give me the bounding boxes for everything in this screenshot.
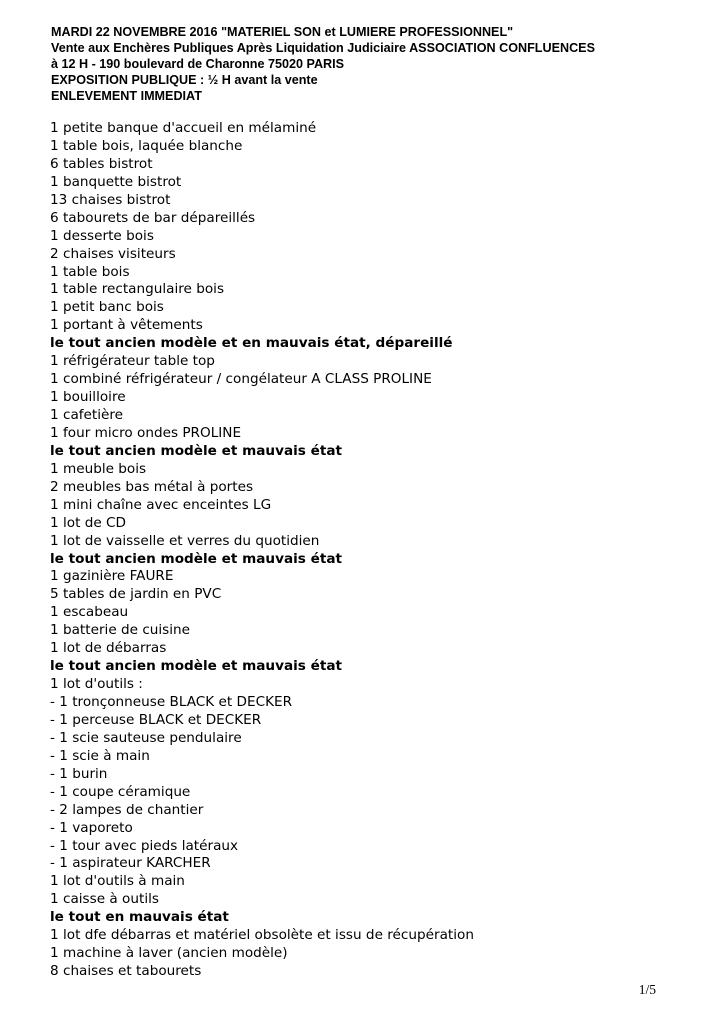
lot-item: 1 petite banque d'accueil en mélaminé [50, 120, 317, 136]
lot-item: 1 combiné réfrigérateur / congélateur A CLASS PROLINE [50, 371, 432, 388]
lot-item: 13 chaises bistrot [50, 191, 171, 208]
lot-condition-note: le tout en mauvais état [50, 909, 229, 926]
lot-item: 5 tables de jardin en PVC [50, 586, 222, 603]
header-line: MARDI 22 NOVEMBRE 2016 "MATERIEL SON et LUMIERE PROFESSIONNEL" [51, 25, 514, 39]
lot-item: 1 table bois [50, 263, 130, 280]
lot-item: 8 chaises et tabourets [50, 963, 202, 980]
lot-item: - 1 burin [50, 765, 108, 782]
lot-item: 1 gazinière FAURE [50, 568, 174, 585]
lot-item: 2 chaises visiteurs [50, 245, 176, 262]
lot-item: 1 banquette bistrot [50, 173, 182, 190]
lot-item: - 1 aspirateur KARCHER [50, 855, 211, 872]
lot-item: 1 lot de débarras [50, 640, 167, 657]
lot-item: 1 portant à vêtements [50, 317, 203, 334]
lot-item: 1 desserte bois [50, 227, 154, 244]
header-line: Vente aux Enchères Publiques Après Liquidation Judiciaire ASSOCIATION CONFLUENCES [51, 41, 595, 55]
lot-item: 1 four micro ondes PROLINE [50, 424, 242, 441]
lot-item: 1 table rectangulaire bois [50, 281, 225, 298]
lot-condition-note: le tout ancien modèle et mauvais état [50, 658, 342, 675]
lot-item: - 1 scie sauteuse pendulaire [50, 729, 242, 746]
lot-list [50, 120, 474, 981]
page-number: 1/5 [638, 982, 656, 997]
lot-item: - 1 scie à main [50, 747, 150, 764]
lot-item: 1 lot d'outils à main [50, 873, 185, 890]
lot-item: 1 lot de vaisselle et verres du quotidien [50, 532, 320, 549]
lot-condition-note: le tout ancien modèle et en mauvais état, dépareillé [50, 335, 453, 352]
lot-item: 1 réfrigérateur table top [50, 353, 215, 370]
lot-item: 1 machine à laver (ancien modèle) [50, 945, 288, 962]
lot-item: 1 cafetière [50, 407, 124, 423]
lot-item: 1 caisse à outils [50, 891, 159, 908]
lot-item: 1 lot d'outils : [50, 676, 143, 693]
lot-item: 6 tables bistrot [50, 155, 153, 172]
lot-item: - 1 coupe céramique [50, 783, 191, 800]
lot-item: - 1 perceuse BLACK et DECKER [50, 711, 262, 728]
lot-item: 2 meubles bas métal à portes [50, 478, 254, 495]
lot-item: 6 tabourets de bar dépareillés [50, 209, 256, 226]
lot-item: 1 mini chaîne avec enceintes LG [50, 496, 272, 513]
lot-condition-note: le tout ancien modèle et mauvais état [50, 442, 342, 459]
header-line: à 12 H - 190 boulevard de Charonne 75020 PARIS [51, 57, 345, 71]
lot-item: 1 meuble bois [50, 460, 147, 477]
header-line: EXPOSITION PUBLIQUE : ½ H avant la vente [51, 73, 318, 87]
lot-item: - 1 tronçonneuse BLACK et DECKER [50, 694, 293, 710]
lot-item: 1 escabeau [50, 604, 129, 621]
lot-item: 1 bouilloire [50, 389, 126, 406]
header-line: ENLEVEMENT IMMEDIAT [51, 89, 202, 103]
document-header [51, 24, 595, 104]
lot-item: - 1 vaporeto [50, 819, 133, 836]
lot-item: 1 petit banc bois [50, 299, 164, 316]
lot-item: 1 lot dfe débarras et matériel obsolète et issu de récupération [50, 927, 474, 944]
lot-item: - 2 lampes de chantier [50, 801, 204, 818]
lot-item: 1 batterie de cuisine [50, 622, 191, 639]
lot-item: 1 lot de CD [50, 514, 126, 531]
lot-item: - 1 tour avec pieds latéraux [50, 837, 239, 854]
lot-condition-note: le tout ancien modèle et mauvais état [50, 550, 342, 567]
lot-item: 1 table bois, laquée blanche [50, 137, 243, 154]
